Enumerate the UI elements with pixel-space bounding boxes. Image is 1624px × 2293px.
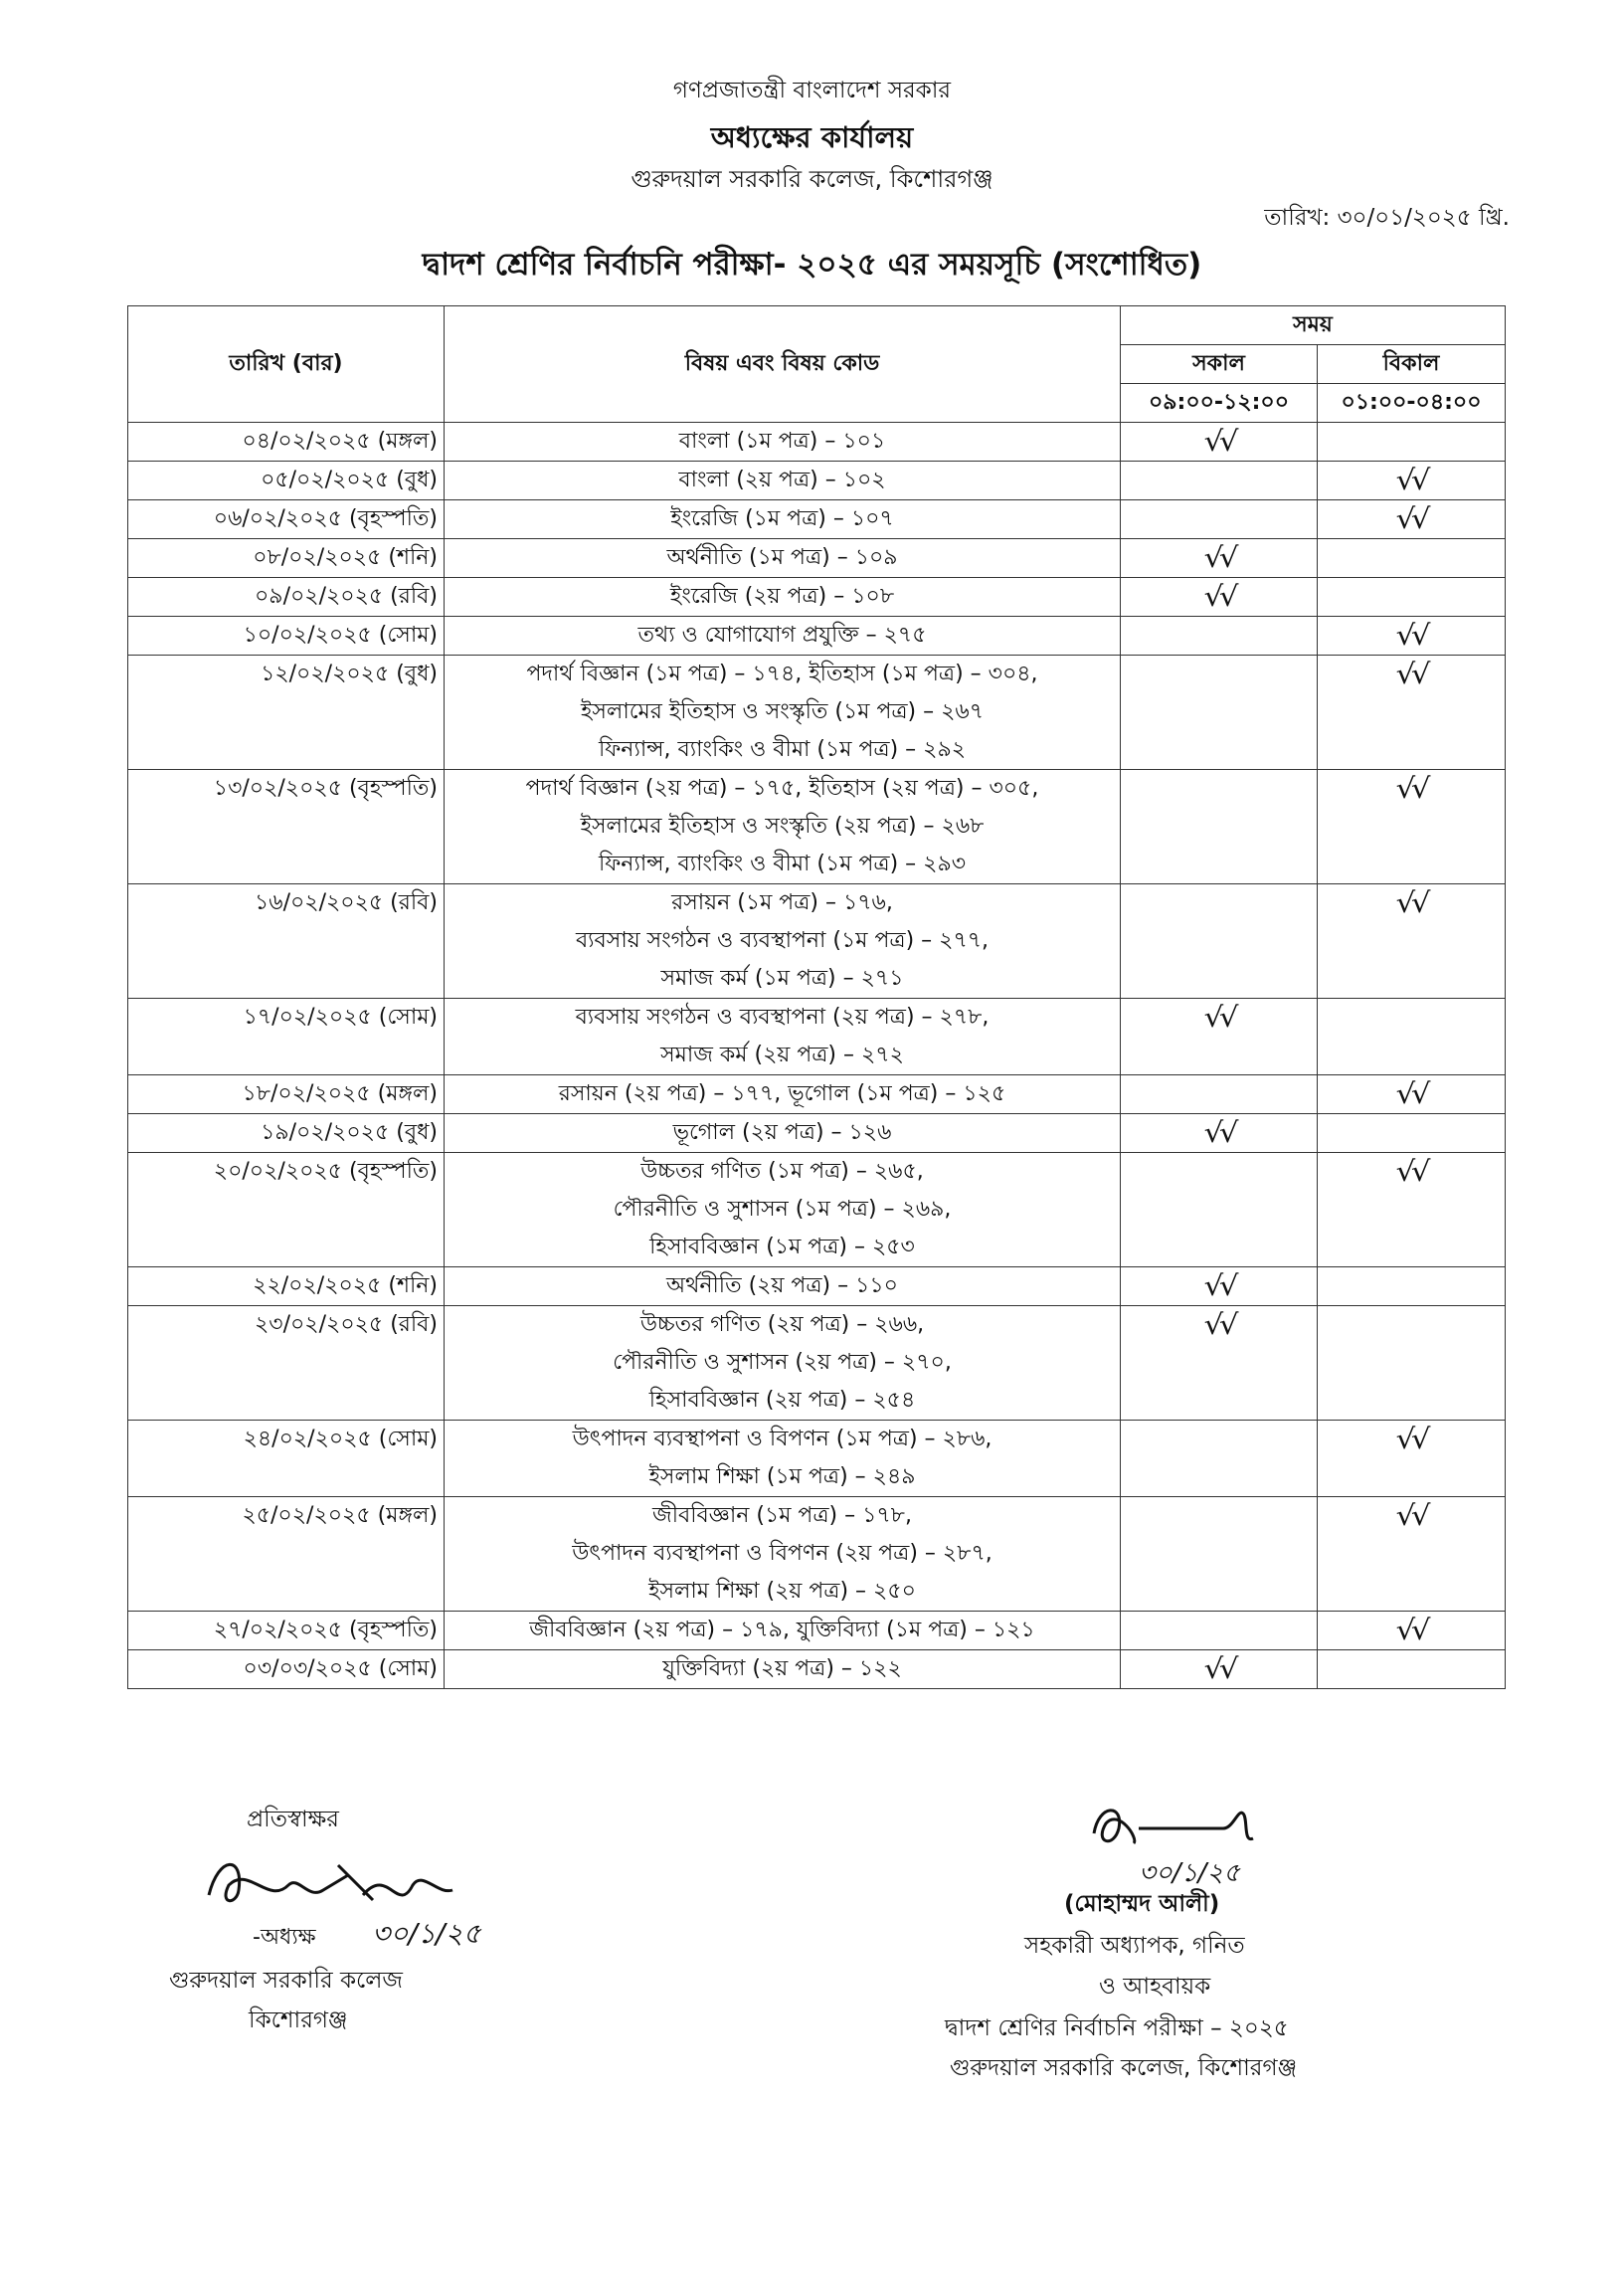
subject-line: হিসাববিজ্ঞান (২য় পত্র) – ২৫৪ bbox=[648, 1388, 916, 1413]
table-row bbox=[128, 1306, 1506, 1421]
govt-heading: গণপ্রজাতন্ত্রী বাংলাদেশ সরকার bbox=[672, 78, 952, 103]
slot-morning bbox=[1121, 1153, 1318, 1267]
tick-mark: √√ bbox=[1395, 1077, 1427, 1110]
subject-line: পদার্থ বিজ্ঞান (২য় পত্র) – ১৭৫, ইতিহাস (২য় পত্র) – ৩০৫, bbox=[525, 776, 1039, 801]
subject-line: রসায়ন (১ম পত্র) – ১৭৬, bbox=[671, 890, 893, 915]
slot-afternoon bbox=[1318, 462, 1506, 500]
row-date: ০৮/০২/২০২৫ (শনি) bbox=[128, 539, 445, 578]
principal-college: গুরুদয়াল সরকারি কলেজ bbox=[169, 1968, 403, 1994]
slot-morning bbox=[1121, 1650, 1318, 1689]
slot-morning bbox=[1121, 1075, 1318, 1114]
principal-district: কিশোরগঞ্জ bbox=[249, 2007, 348, 2033]
subject-line: ব্যবসায় সংগঠন ও ব্যবস্থাপনা (২য় পত্র) – ২৭৮, bbox=[575, 1005, 990, 1030]
table-row bbox=[128, 1650, 1506, 1689]
subject-line: ফিন্যান্স, ব্যাংকিং ও বীমা (১ম পত্র) – ২৯৩ bbox=[598, 852, 967, 876]
slot-afternoon bbox=[1318, 1497, 1506, 1612]
slot-afternoon bbox=[1318, 578, 1506, 617]
tick-mark: √√ bbox=[1395, 658, 1427, 690]
tick-mark: √√ bbox=[1395, 886, 1427, 919]
principal-role: -অধ্যক্ষ bbox=[253, 1925, 316, 1950]
subject-line: ইসলামের ইতিহাস ও সংস্কৃতি (২য় পত্র) – ২৬৮ bbox=[580, 814, 985, 839]
tick-mark: √√ bbox=[1395, 464, 1427, 496]
row-date: ২৭/০২/২০২৫ (বৃহস্পতি) bbox=[128, 1612, 445, 1650]
row-date: ২৪/০২/২০২৫ (সোম) bbox=[128, 1421, 445, 1497]
table-row bbox=[128, 770, 1506, 884]
slot-morning bbox=[1121, 656, 1318, 770]
subject-line: সমাজ কর্ম (১ম পত্র) – ২৭১ bbox=[660, 966, 904, 991]
convener-signature bbox=[1084, 1799, 1283, 1858]
table-row bbox=[128, 462, 1506, 500]
slot-morning bbox=[1121, 617, 1318, 656]
tick-mark: √√ bbox=[1203, 580, 1234, 613]
convener-sign-date: ৩০/১/২৫ bbox=[1139, 1858, 1240, 1888]
slot-morning bbox=[1121, 1114, 1318, 1153]
schedule-body bbox=[128, 423, 1506, 1689]
issue-date: তারিখ: ৩০/০১/২০২৫ খ্রি. bbox=[1264, 205, 1510, 231]
slot-morning bbox=[1121, 1612, 1318, 1650]
slot-afternoon bbox=[1318, 999, 1506, 1075]
slot-morning bbox=[1121, 500, 1318, 539]
slot-afternoon bbox=[1318, 884, 1506, 999]
table-row bbox=[128, 539, 1506, 578]
table-row bbox=[128, 884, 1506, 999]
table-row bbox=[128, 1267, 1506, 1306]
table-row bbox=[128, 1153, 1506, 1267]
row-date: ২২/০২/২০২৫ (শনি) bbox=[128, 1267, 445, 1306]
row-date: ২৫/০২/২০২৫ (মঙ্গল) bbox=[128, 1497, 445, 1612]
table-row bbox=[128, 578, 1506, 617]
row-subjects bbox=[445, 462, 1121, 500]
slot-afternoon bbox=[1318, 617, 1506, 656]
subject-line: জীববিজ্ঞান (২য় পত্র) – ১৭৯, যুক্তিবিদ্যা (১ম পত্র) – ১২১ bbox=[529, 1618, 1035, 1642]
slot-morning bbox=[1121, 1497, 1318, 1612]
exam-schedule-table bbox=[127, 305, 1506, 1689]
slot-afternoon bbox=[1318, 500, 1506, 539]
row-date: ১৬/০২/২০২৫ (রবি) bbox=[128, 884, 445, 999]
row-date: ১৮/০২/২০২৫ (মঙ্গল) bbox=[128, 1075, 445, 1114]
row-subjects bbox=[445, 656, 1121, 770]
table-row bbox=[128, 1075, 1506, 1114]
subject-line: উৎপাদন ব্যবস্থাপনা ও বিপণন (১ম পত্র) – ২৮৬, bbox=[572, 1427, 992, 1451]
row-subjects bbox=[445, 539, 1121, 578]
subject-line: তথ্য ও যোগাযোগ প্রযুক্তি – ২৭৫ bbox=[637, 623, 927, 648]
row-subjects bbox=[445, 1306, 1121, 1421]
convener-college: গুরুদয়াল সরকারি কলেজ, কিশোরগঞ্জ bbox=[950, 2055, 1298, 2081]
subject-line: হিসাববিজ্ঞান (১ম পত্র) – ২৫৩ bbox=[649, 1235, 915, 1259]
row-subjects bbox=[445, 999, 1121, 1075]
tick-mark: √√ bbox=[1395, 1423, 1427, 1455]
principal-sign-date: ৩০/১/২৫ bbox=[372, 1917, 481, 1950]
row-date: ১৯/০২/২০২৫ (বুধ) bbox=[128, 1114, 445, 1153]
table-row bbox=[128, 656, 1506, 770]
header-morning: সকাল bbox=[1121, 345, 1318, 384]
row-date: ০৬/০২/২০২৫ (বৃহস্পতি) bbox=[128, 500, 445, 539]
subject-line: অর্থনীতি (২য় পত্র) – ১১০ bbox=[666, 1273, 898, 1298]
tick-mark: √√ bbox=[1203, 1269, 1234, 1302]
slot-afternoon bbox=[1318, 1075, 1506, 1114]
row-date: ০৯/০২/২০২৫ (রবি) bbox=[128, 578, 445, 617]
document-title: দ্বাদশ শ্রেণির নির্বাচনি পরীক্ষা- ২০২৫ এর সময়সূচি (সংশোধিত) bbox=[422, 247, 1202, 283]
slot-afternoon bbox=[1318, 1114, 1506, 1153]
slot-afternoon bbox=[1318, 539, 1506, 578]
slot-morning bbox=[1121, 999, 1318, 1075]
tick-mark: √√ bbox=[1395, 502, 1427, 535]
slot-morning bbox=[1121, 1267, 1318, 1306]
table-row bbox=[128, 1114, 1506, 1153]
row-subjects bbox=[445, 1650, 1121, 1689]
table-row bbox=[128, 1421, 1506, 1497]
subject-line: ব্যবসায় সংগঠন ও ব্যবস্থাপনা (১ম পত্র) – ২৭৭, bbox=[575, 928, 990, 953]
tick-mark: √√ bbox=[1203, 1652, 1234, 1685]
slot-morning bbox=[1121, 539, 1318, 578]
subject-line: সমাজ কর্ম (২য় পত্র) – ২৭২ bbox=[660, 1043, 904, 1067]
subject-line: ইংরেজি (১ম পত্র) – ১০৭ bbox=[670, 506, 894, 531]
slot-afternoon bbox=[1318, 1421, 1506, 1497]
slot-morning bbox=[1121, 462, 1318, 500]
row-subjects bbox=[445, 423, 1121, 462]
slot-afternoon bbox=[1318, 1650, 1506, 1689]
convener-exam: দ্বাদশ শ্রেণির নির্বাচনি পরীক্ষা – ২০২৫ bbox=[945, 2015, 1289, 2041]
subject-line: ইসলাম শিক্ষা (২য় পত্র) – ২৫০ bbox=[648, 1579, 916, 1604]
countersign-label: প্রতিস্বাক্ষর bbox=[247, 1807, 339, 1832]
slot-afternoon bbox=[1318, 1612, 1506, 1650]
tick-mark: √√ bbox=[1395, 1614, 1427, 1646]
slot-morning bbox=[1121, 770, 1318, 884]
table-row bbox=[128, 1497, 1506, 1612]
header-date: তারিখ (বার) bbox=[128, 306, 445, 423]
tick-mark: √√ bbox=[1395, 772, 1427, 805]
subject-line: অর্থনীতি (১ম পত্র) – ১০৯ bbox=[666, 545, 898, 570]
row-date: ২৩/০২/২০২৫ (রবি) bbox=[128, 1306, 445, 1421]
subject-line: ফিন্যান্স, ব্যাংকিং ও বীমা (১ম পত্র) – ২৯২ bbox=[598, 737, 967, 762]
slot-afternoon bbox=[1318, 656, 1506, 770]
slot-afternoon bbox=[1318, 770, 1506, 884]
row-subjects bbox=[445, 1153, 1121, 1267]
table-row bbox=[128, 500, 1506, 539]
row-subjects bbox=[445, 1421, 1121, 1497]
tick-mark: √√ bbox=[1203, 1308, 1234, 1341]
college-heading: গুরুদয়াল সরকারি কলেজ, কিশোরগঞ্জ bbox=[631, 165, 993, 193]
row-subjects bbox=[445, 1267, 1121, 1306]
row-date: ২০/০২/২০২৫ (বৃহস্পতি) bbox=[128, 1153, 445, 1267]
subject-line: জীববিজ্ঞান (১ম পত্র) – ১৭৮, bbox=[652, 1503, 912, 1528]
slot-morning bbox=[1121, 1421, 1318, 1497]
subject-line: পদার্থ বিজ্ঞান (১ম পত্র) – ১৭৪, ইতিহাস (১ম পত্র) – ৩০৪, bbox=[526, 662, 1038, 686]
tick-mark: √√ bbox=[1203, 425, 1234, 458]
row-subjects bbox=[445, 1075, 1121, 1114]
row-subjects bbox=[445, 770, 1121, 884]
tick-mark: √√ bbox=[1203, 1001, 1234, 1034]
table-row bbox=[128, 617, 1506, 656]
row-date: ১৩/০২/২০২৫ (বৃহস্পতি) bbox=[128, 770, 445, 884]
row-subjects bbox=[445, 1612, 1121, 1650]
header-time: সময় bbox=[1121, 306, 1506, 345]
convener-name: (মোহাম্মদ আলী) bbox=[1064, 1891, 1220, 1917]
convener-role: ও আহবায়ক bbox=[1099, 1974, 1211, 2000]
subject-line: যুক্তিবিদ্যা (২য় পত্র) – ১২২ bbox=[662, 1656, 902, 1681]
header-afternoon-time: ০১:০০-০৪:০০ bbox=[1318, 384, 1506, 423]
slot-morning bbox=[1121, 884, 1318, 999]
office-heading: অধ্যক্ষের কার্যালয় bbox=[710, 120, 914, 154]
slot-morning bbox=[1121, 423, 1318, 462]
row-date: ১৭/০২/২০২৫ (সোম) bbox=[128, 999, 445, 1075]
subject-line: উচ্চতর গণিত (১ম পত্র) – ২৬৫, bbox=[640, 1159, 924, 1184]
header-afternoon: বিকাল bbox=[1318, 345, 1506, 384]
table-row bbox=[128, 1612, 1506, 1650]
row-subjects bbox=[445, 884, 1121, 999]
subject-line: উচ্চতর গণিত (২য় পত্র) – ২৬৬, bbox=[639, 1312, 925, 1337]
subject-line: রসায়ন (২য় পত্র) – ১৭৭, ভূগোল (১ম পত্র) – ১২৫ bbox=[558, 1081, 1006, 1106]
row-date: ০৩/০৩/২০২৫ (সোম) bbox=[128, 1650, 445, 1689]
subject-line: ইসলাম শিক্ষা (১ম পত্র) – ২৪৯ bbox=[648, 1464, 916, 1489]
subject-line: ভূগোল (২য় পত্র) – ১২৬ bbox=[672, 1120, 892, 1145]
row-subjects bbox=[445, 1497, 1121, 1612]
tick-mark: √√ bbox=[1395, 1499, 1427, 1532]
row-date: ০৫/০২/২০২৫ (বুধ) bbox=[128, 462, 445, 500]
table-row bbox=[128, 999, 1506, 1075]
subject-line: উৎপাদন ব্যবস্থাপনা ও বিপণন (২য় পত্র) – ২৮৭, bbox=[572, 1541, 992, 1566]
tick-mark: √√ bbox=[1395, 1155, 1427, 1188]
subject-line: ইংরেজি (২য় পত্র) – ১০৮ bbox=[669, 584, 895, 609]
row-date: ১২/০২/২০২৫ (বুধ) bbox=[128, 656, 445, 770]
subject-line: বাংলা (১ম পত্র) – ১০১ bbox=[678, 429, 886, 454]
row-subjects bbox=[445, 1114, 1121, 1153]
row-subjects bbox=[445, 617, 1121, 656]
tick-mark: √√ bbox=[1203, 541, 1234, 574]
slot-afternoon bbox=[1318, 1153, 1506, 1267]
slot-afternoon bbox=[1318, 1306, 1506, 1421]
subject-line: ইসলামের ইতিহাস ও সংস্কৃতি (১ম পত্র) – ২৬৭ bbox=[580, 699, 985, 724]
subject-line: বাংলা (২য় পত্র) – ১০২ bbox=[678, 468, 886, 492]
header-subject: বিষয় এবং বিষয় কোড bbox=[445, 306, 1121, 423]
table-row bbox=[128, 423, 1506, 462]
slot-morning bbox=[1121, 578, 1318, 617]
row-date: ০৪/০২/২০২৫ (মঙ্গল) bbox=[128, 423, 445, 462]
tick-mark: √√ bbox=[1203, 1116, 1234, 1149]
row-date: ১০/০২/২০২৫ (সোম) bbox=[128, 617, 445, 656]
subject-line: পৌরনীতি ও সুশাসন (২য় পত্র) – ২৭০, bbox=[613, 1350, 952, 1375]
slot-afternoon bbox=[1318, 423, 1506, 462]
convener-designation: সহকারী অধ্যাপক, গনিত bbox=[1024, 1933, 1245, 1959]
slot-afternoon bbox=[1318, 1267, 1506, 1306]
row-subjects bbox=[445, 578, 1121, 617]
subject-line: পৌরনীতি ও সুশাসন (১ম পত্র) – ২৬৯, bbox=[613, 1197, 952, 1222]
row-subjects bbox=[445, 500, 1121, 539]
header-morning-time: ০৯:০০-১২:০০ bbox=[1121, 384, 1318, 423]
slot-morning bbox=[1121, 1306, 1318, 1421]
tick-mark: √√ bbox=[1395, 619, 1427, 652]
